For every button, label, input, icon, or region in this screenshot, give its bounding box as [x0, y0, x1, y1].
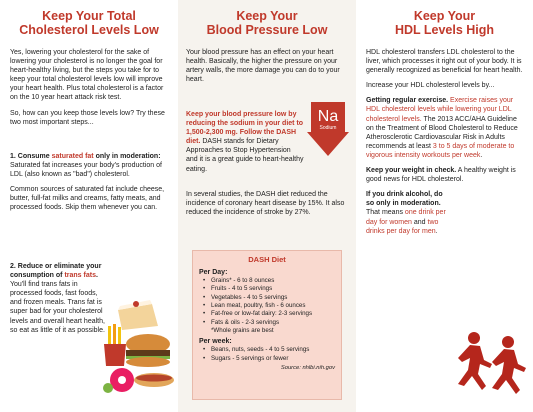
col1-intro-block — [10, 48, 170, 133]
dash-title: DASH Diet — [248, 255, 286, 264]
col1-step2-block — [10, 262, 110, 341]
col2-text3: In several studies, the DASH diet reduced the incidence of coronary heart disease by 15%. It also reduced the incidence of stroke by 27%. — [186, 191, 345, 217]
col1-step1: 1. Consume saturated fat only in moderation: Saturated fat increases your body's production of LDL (also known as "bad") cholesterol. — [10, 153, 162, 179]
col3-alcohol: If you drink alcohol, do so only in moderation. That means one drink per day for women and two drinks per day for men. — [366, 191, 446, 235]
dash-day-item: • Fat-free or low-fat dairy: 2-3 servings — [199, 310, 335, 318]
dash-note: *Whole grains are best — [211, 327, 274, 334]
col2-text1-block — [186, 48, 346, 90]
na-label: Sodium — [319, 125, 337, 131]
col2-title: Keep Your Blood Pressure Low — [206, 9, 328, 38]
col3-text1: HDL cholesterol transfers LDL cholesterol to the liver, which processes it right out of your body. It is generally recognized as beneficial for heart health. — [366, 49, 523, 75]
dash-week-item: • Beans, nuts, seeds - 4 to 5 servings — [199, 346, 335, 354]
dash-day-item: • Grains* - 6 to 8 ounces — [199, 277, 335, 285]
dash-per-day-label: Per Day: — [199, 268, 228, 276]
col1-title: Keep Your Total Cholesterol Levels Low — [19, 9, 159, 38]
dash-source: Source: nhlbi.nih.gov — [280, 364, 335, 371]
col1-sources: Common sources of saturated fat include cheese, butter, full-fat milks and creams, fatty meats, and processed foods. Skip them whenever you can. — [10, 186, 165, 212]
col1-step2: 2. Reduce or eliminate your consumption of trans fats. You'll find trans fats in processed foods, fast foods, and frozen meals. Trans fat is super bad for your cholesterol levels and overall heart health, so eat as little of it as possible. — [10, 263, 105, 334]
sodium-down-arrow-icon — [307, 102, 349, 156]
col2-text1: Your blood pressure has an effect on your heart health. Basically, the higher the pressure on your artery walls, the more damage you can do to your heart. — [186, 49, 340, 84]
col2-text3-block — [186, 190, 348, 223]
col3-text2: Increase your HDL cholesterol levels by... — [366, 82, 495, 90]
col3-exercise: Getting regular exercise. Exercise raises your HDL cholesterol levels while lowering your LDL cholesterol levels. The 2013 ACC/AHA Guideline on the Treatment of Blood Cholesterol to Reduce Atherosclerotic Cardiovascular Risk in Adults recommends at least 3 to 5 days of moderate to vigorous intensity workouts per week. — [366, 97, 518, 159]
col2-text2: Keep your blood pressure low by reducing the sodium in your diet to 1,500-2,300 mg. Follow the DASH diet. DASH stands for Dietary Approaches to Stop Hypertension and it is a great guide to heart-healthy eating. — [186, 111, 304, 173]
col1-step1-block — [10, 152, 170, 219]
dash-diet-box — [192, 250, 342, 400]
runners-icon — [450, 330, 528, 396]
col2-text2-block — [186, 110, 304, 180]
col3-text-block — [366, 48, 526, 242]
col1-intro: Yes, lowering your cholesterol for the sake of lowering your cholesterol is no longer the goal for heart-healthy living, but the steps you take for to keep your total cholesterol levels low will improve your heart health. Plus total cholesterol is a factor on the 10 year heart attack risk test. — [10, 49, 164, 102]
dash-week-item: • Sugars - 5 servings or fewer — [199, 355, 335, 363]
dash-per-week-label: Per week: — [199, 338, 232, 346]
col3-weight: Keep your weight in check. A healthy weight is good news for HDL cholesterol. — [366, 167, 516, 184]
dash-day-item: • Fats & oils - 2-3 servings — [199, 319, 335, 327]
col1-question: So, how can you keep those levels low? Try these two most important steps... — [10, 109, 165, 126]
col3-title: Keep Your HDL Levels High — [394, 9, 495, 38]
na-symbol: Na — [317, 108, 339, 125]
junk-food-illustration — [100, 300, 176, 394]
dash-day-item: • Vegetables - 4 to 5 servings — [199, 294, 335, 302]
dash-day-item: • Lean meat, poultry, fish - 6 ounces — [199, 302, 335, 310]
dash-day-item: • Fruits - 4 to 5 servings — [199, 285, 335, 293]
